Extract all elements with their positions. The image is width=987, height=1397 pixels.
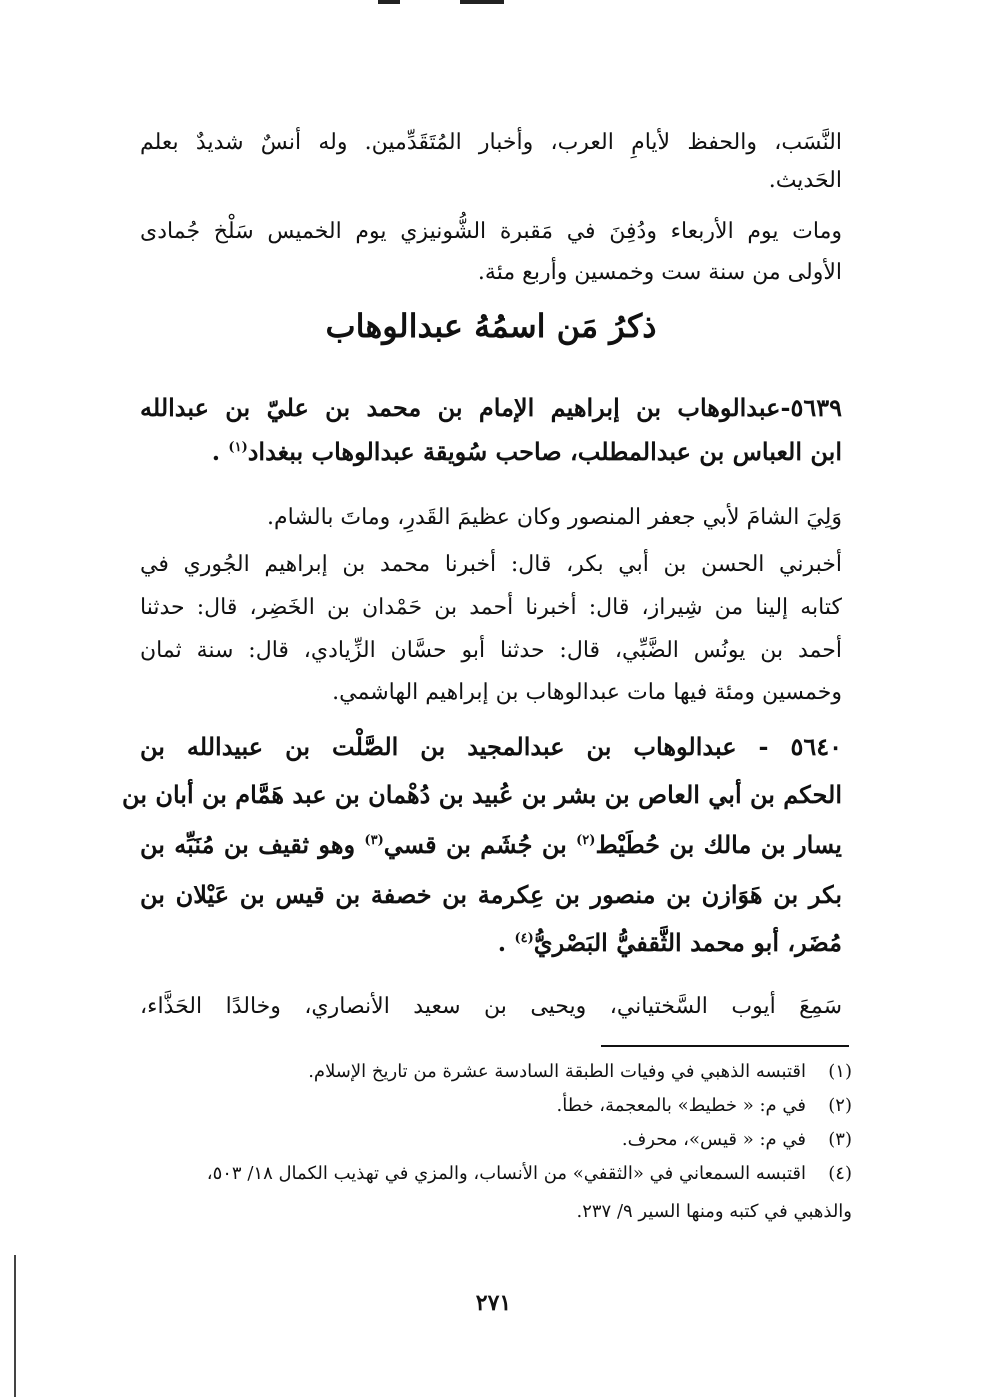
footnote-text: في م: « قيس»، محرف. [621, 1129, 806, 1150]
entry-name-text: بن جُشَم بن قسي [383, 830, 577, 859]
punctuation: . [497, 928, 515, 957]
text-line: سَمِعَ أيوب السَّختياني، ويحيى بن سعيد الأنصاري، وخالدًا الحَذَّاء، [140, 994, 842, 1019]
footnote-continuation: والذهبي في كتبه ومنها السير ٩/ ٢٣٧. [576, 1201, 852, 1222]
footnote-text: في م: « خطيط» بالمعجمة، خطأ. [556, 1095, 806, 1116]
footnote [140, 1124, 852, 1156]
entry-heading-line [140, 923, 842, 963]
text-line: النَّسَب، والحفظ لأيامِ العرب، وأخبار المُتَقَدِّمين. وله أنسٌ شديدٌ بعلم [140, 130, 842, 155]
footnote [140, 1090, 852, 1122]
entry-name-text: يسار بن مالك بن حُطَيْط [595, 830, 842, 859]
page-edge-line [14, 1255, 16, 1397]
footnote [140, 1056, 852, 1088]
entry-name-text: مُضَر، أبو محمد الثَّقفيُّ البَصْريُّ [533, 928, 842, 957]
section-heading: ذكرُ مَن اسمُهُ عبدالوهاب [325, 307, 657, 345]
entry-heading-line: ٥٦٣٩-عبدالوهاب بن إبراهيم الإمام بن محمد بن عليّ بن عبدالله [140, 393, 842, 422]
footnote-text: اقتبسه السمعاني في «الثقفي» من الأنساب، والمزي في تهذيب الكمال ١٨/ ٥٠٣، [206, 1163, 806, 1184]
footnote-number: (٣) [828, 1129, 852, 1150]
text-line: الأولى من سنة ست وخمسين وأربع مئة. [477, 260, 842, 285]
text-line: أحمد بن يونُس الضَّبِّي، قال: حدثنا أبو حسَّان الزِّيادي، قال: سنة ثمان [140, 638, 842, 663]
footnote-number: (٤) [828, 1163, 852, 1184]
top-scan-mark [378, 0, 400, 4]
entry-heading-line [140, 825, 842, 865]
footnote-ref: (٣) [364, 833, 384, 848]
entry-heading-line: الحكم بن أبي العاص بن بشر بن عُبيد بن دُهْمان بن عبد هَمَّام بن أبان بن [122, 780, 842, 809]
footnote-number: (١) [828, 1061, 852, 1082]
footnote-ref: (١) [228, 440, 248, 455]
footnote-ref: (٢) [576, 833, 596, 848]
footnote-ref: (٤) [514, 931, 534, 946]
text-line: ومات يوم الأربعاء ودُفِنَ في مَقبرة الشُّونيزي يوم الخميس سَلْخ جُمادى [140, 219, 842, 244]
footnote-text: اقتبسه الذهبي في وفيات الطبقة السادسة عشرة من تاريخ الإسلام. [308, 1061, 806, 1082]
page-number: ٢٧١ [475, 1290, 512, 1316]
text-line: وَلِيَ الشامَ لأبي جعفر المنصور وكان عظيمَ القَدرِ، وماتَ بالشام. [266, 505, 842, 530]
entry-heading-line: بكر بن هَوَازن بن منصور بن عِكرمة بن خصفة بن قيس بن عَيْلان بن [140, 880, 842, 909]
footnote [140, 1158, 852, 1190]
entry-heading-line [140, 432, 842, 472]
text-line: أخبرني الحسن بن أبي بكر، قال: أخبرنا محمد بن إبراهيم الجُوري في [140, 552, 842, 577]
entry-name-text: ابن العباس بن عبدالمطلب، صاحب سُويقة عبدالوهاب ببغداد [247, 437, 842, 466]
text-line: كتابه إلينا من شِيراز، قال: أخبرنا أحمد بن حَمْدان بن الخَضِر، قال: حدثنا [140, 595, 842, 620]
entry-heading-line: ٥٦٤٠ - عبدالوهاب بن عبدالمجيد بن الصَّلْت بن عبيدالله بن [140, 732, 842, 761]
footnote-separator [601, 1045, 849, 1047]
text-line: الحَديث. [768, 168, 842, 193]
punctuation: . [211, 437, 229, 466]
text-line: وخمسين ومئة فيها مات عبدالوهاب بن إبراهيم الهاشمي. [332, 680, 842, 705]
footnote-number: (٢) [828, 1095, 852, 1116]
entry-name-text: وهو ثقيف بن مُنَبِّه بن [140, 830, 365, 859]
top-scan-mark [460, 0, 504, 4]
